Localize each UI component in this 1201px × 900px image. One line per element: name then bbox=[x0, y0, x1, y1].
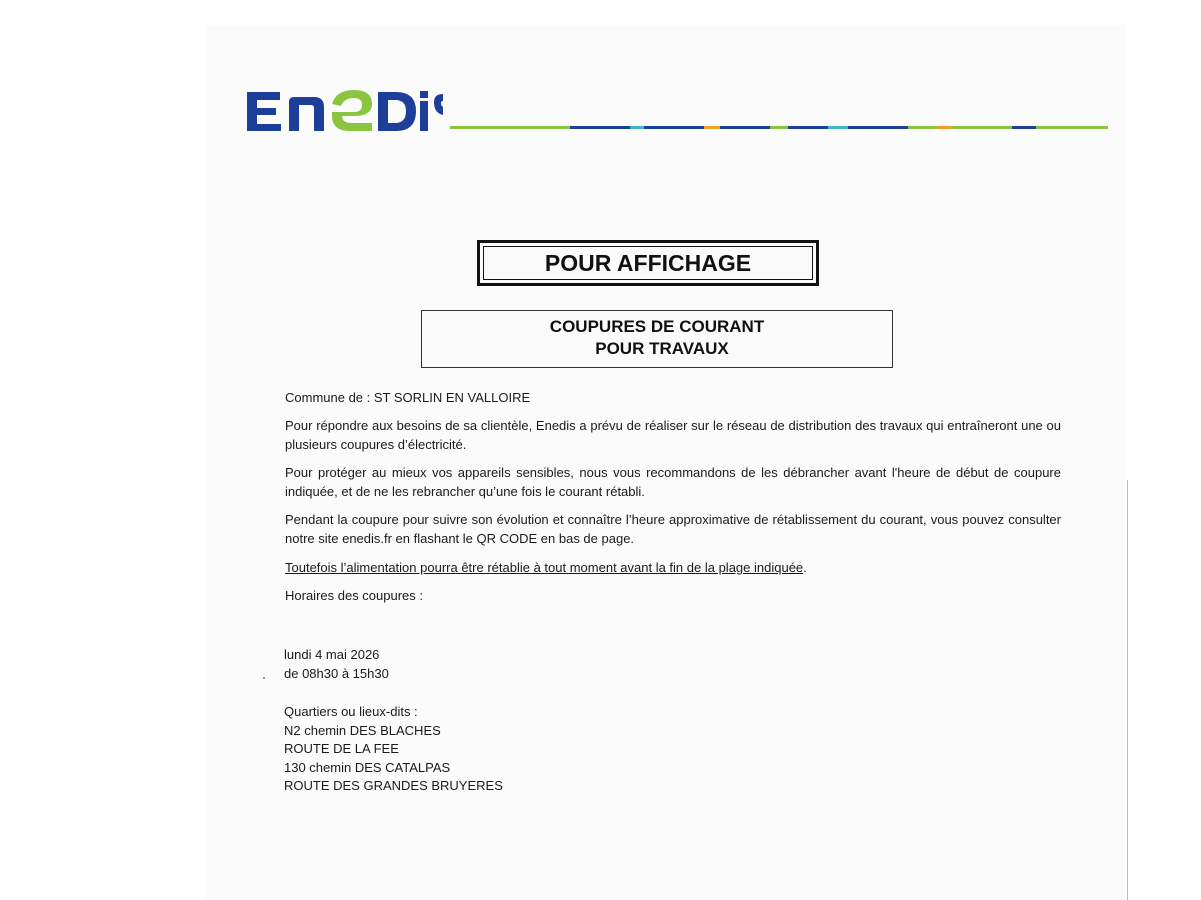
schedule bbox=[284, 645, 389, 683]
places-list bbox=[284, 703, 503, 796]
paragraph-qr-code: Pendant la coupure pour suivre son évolution et connaître l’heure approximative de rétablissement du courant, vous pouvez consulter notre site enedis.fr en flashant le QR CODE en bas de page. bbox=[285, 512, 1061, 546]
place-item: N2 chemin DES BLACHES bbox=[284, 722, 441, 738]
coupures-title-line1: COUPURES DE COURANT bbox=[549, 317, 765, 336]
paragraph-toutefois-text: Toutefois l’alimentation pourra être rétablie à tout moment avant la fin de la plage indiquée bbox=[285, 560, 804, 575]
places-label: Quartiers ou lieux-dits : bbox=[284, 704, 418, 719]
paragraph-toutefois bbox=[285, 558, 807, 577]
coupures-title-box bbox=[421, 310, 893, 368]
paragraph-appareils: Pour protéger au mieux vos appareils sensibles, nous vous recommandons de les débrancher avant l'heure de début de coupure indiquée, et de ne les rebrancher qu’une fois le courant rétabli. bbox=[285, 465, 1061, 499]
enedis-logo bbox=[244, 84, 444, 134]
enedis-logo-icon bbox=[244, 84, 444, 134]
commune-line: Commune de : ST SORLIN EN VALLOIRE bbox=[285, 390, 531, 405]
pour-affichage-title: POUR AFFICHAGE bbox=[483, 246, 813, 280]
scan-artifact bbox=[263, 677, 265, 679]
place-item: 130 chemin DES CATALPAS bbox=[284, 759, 451, 775]
schedule-date: lundi 4 mai 2026 bbox=[284, 647, 380, 662]
page-edge bbox=[1127, 480, 1128, 900]
coupures-title-line2: POUR TRAVAUX bbox=[595, 339, 729, 358]
paragraph-toutefois-period: . bbox=[803, 560, 807, 575]
schedule-time: de 08h30 à 15h30 bbox=[284, 666, 389, 681]
place-item: ROUTE DE LA FEE bbox=[284, 741, 399, 756]
pour-affichage-box bbox=[477, 240, 819, 286]
paragraph-besoins: Pour répondre aux besoins de sa clientèle, Enedis a prévu de réaliser sur le réseau de distribution des travaux qui entraîneront une ou plusieurs coupures d’électricité. bbox=[285, 418, 1061, 452]
horaires-label: Horaires des coupures : bbox=[285, 588, 424, 603]
logo-underline bbox=[450, 126, 1108, 129]
place-item: ROUTE DES GRANDES BRUYERES bbox=[284, 778, 503, 793]
